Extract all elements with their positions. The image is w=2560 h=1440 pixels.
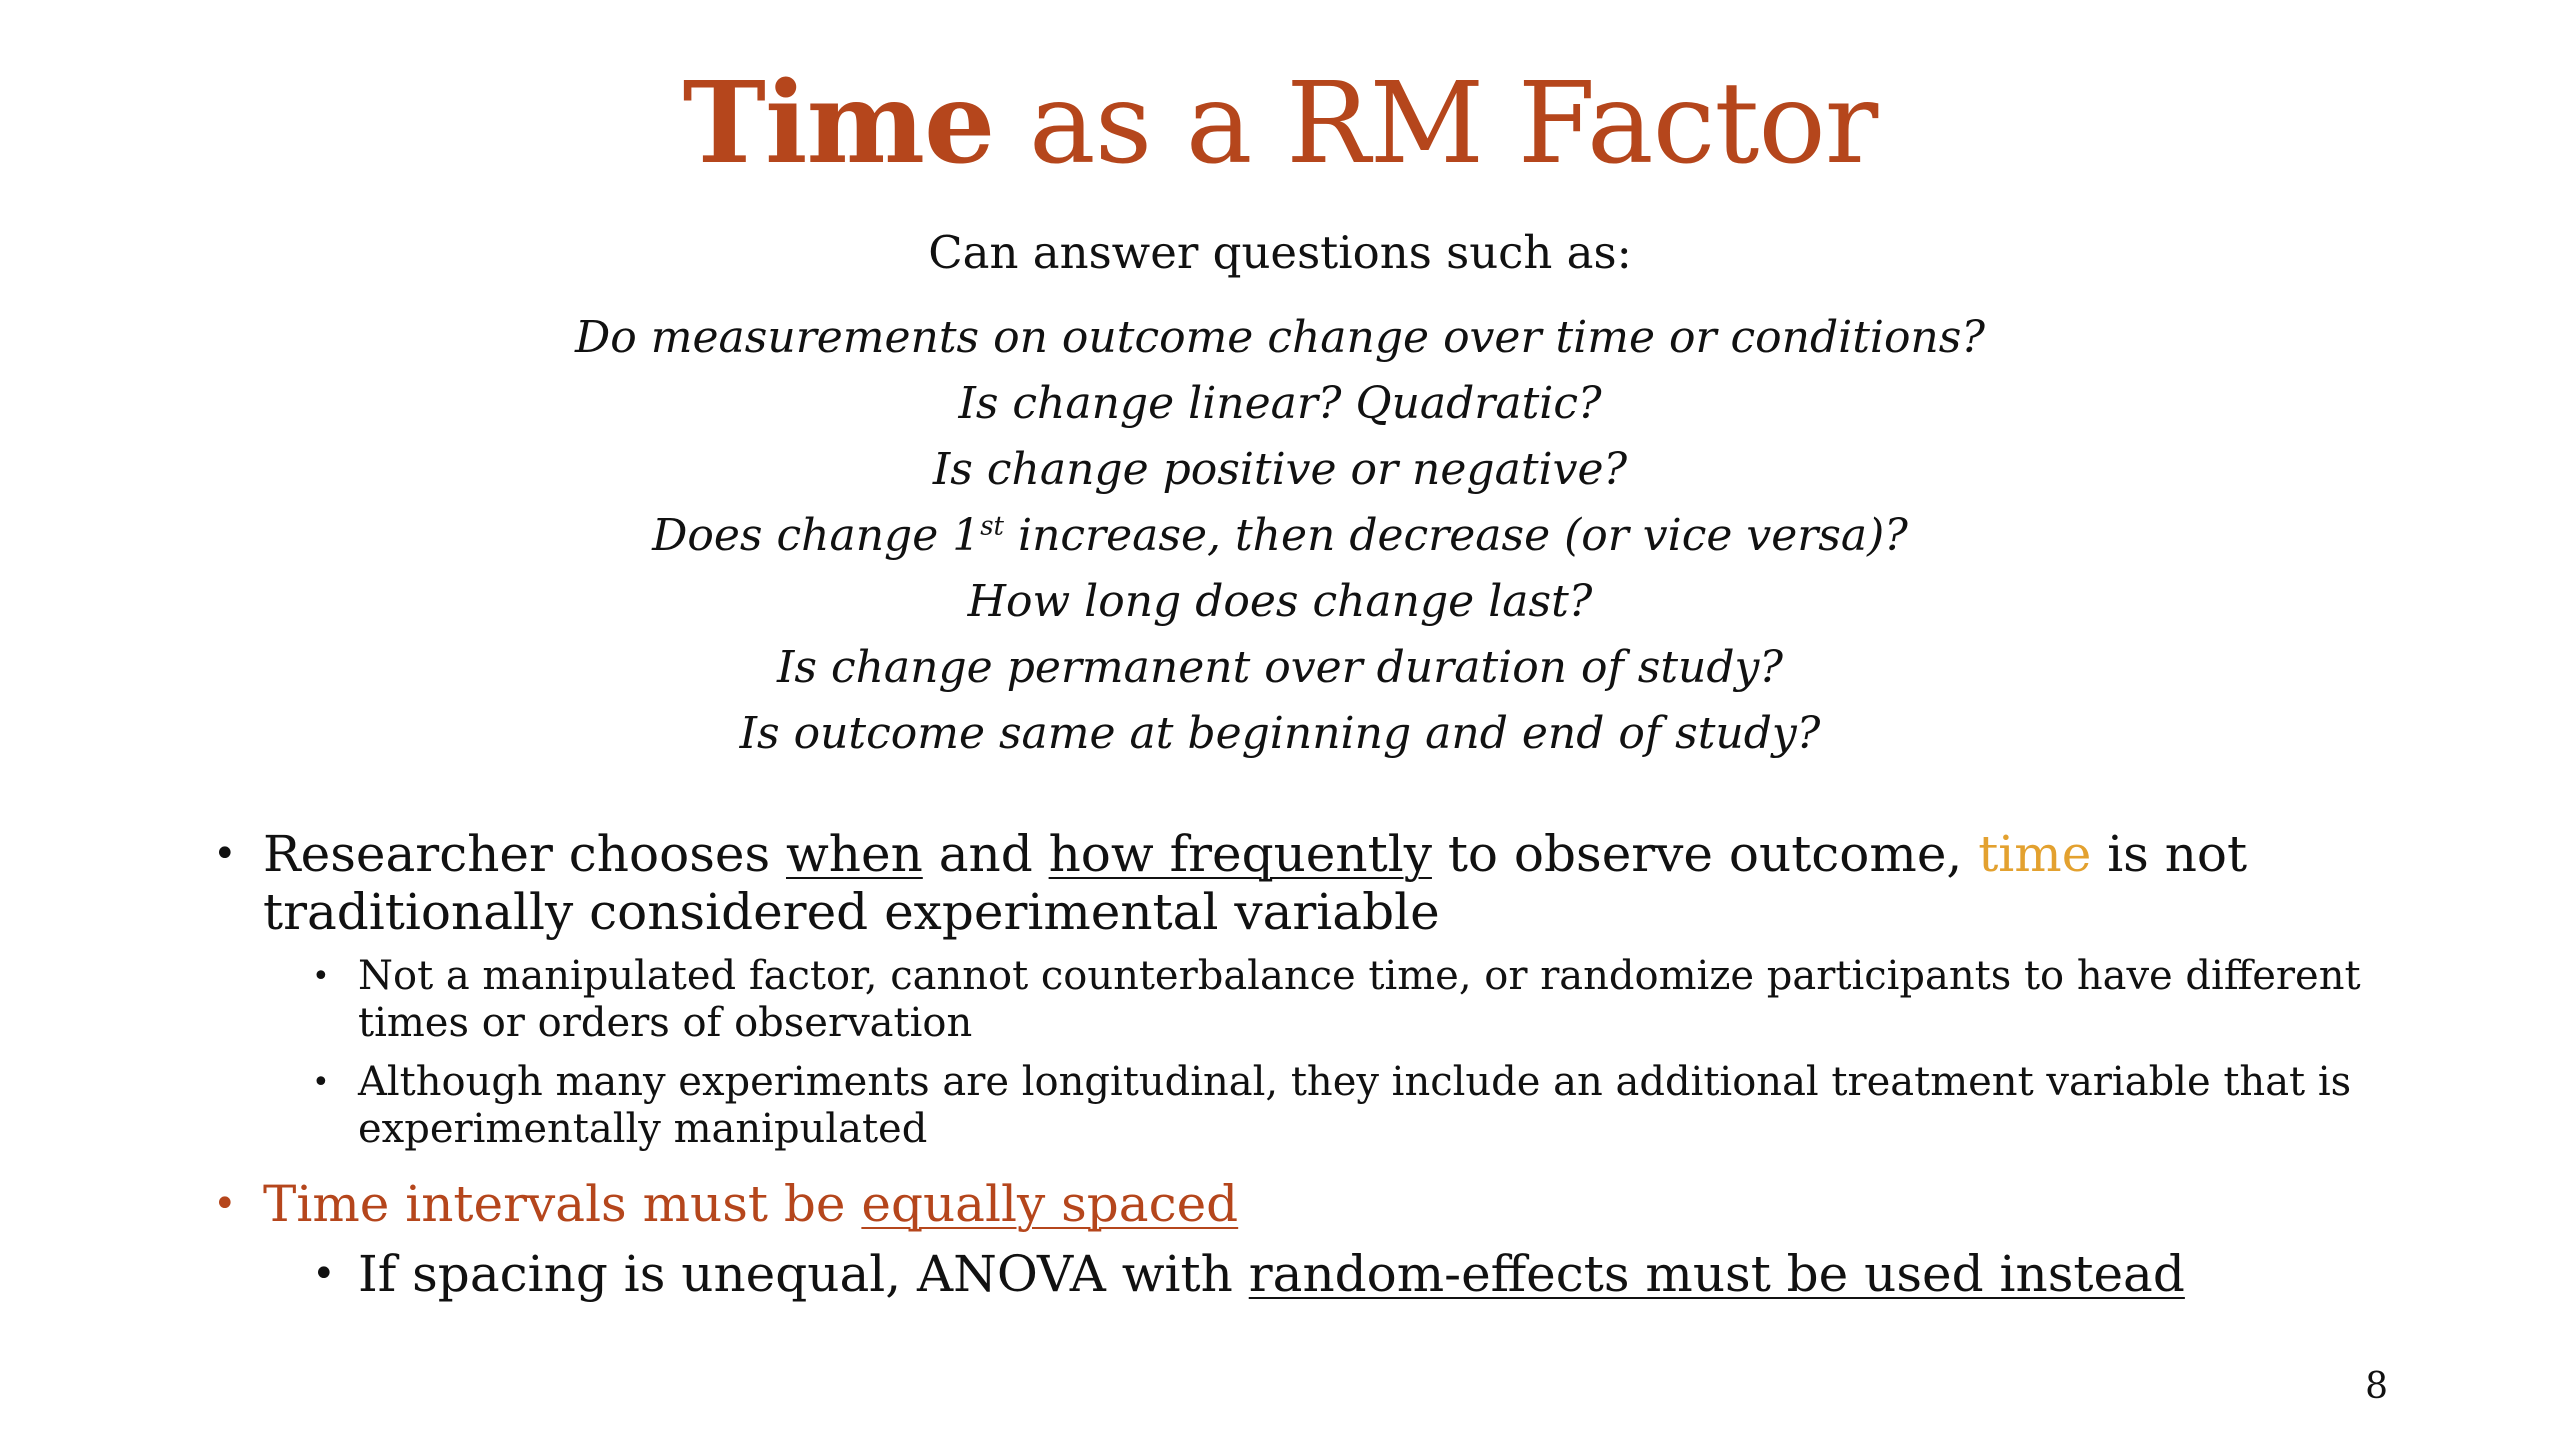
bullet-text: Time intervals must be — [263, 1175, 862, 1233]
bullet-dot-icon: • — [213, 1181, 237, 1227]
title-rest: as a RM Factor — [994, 59, 1878, 189]
sub-bullet-not-manipulated — [205, 953, 2405, 1047]
underlined-text: random-effects must be used instead — [1248, 1245, 2185, 1303]
bullet-equally-spaced — [205, 1175, 2405, 1233]
bullet-text: is not traditionally considered experimental variable — [263, 825, 2248, 941]
highlighted-word: time — [1978, 825, 2092, 883]
sub-bullet-text: If spacing is unequal, ANOVA with — [358, 1245, 1249, 1303]
bullet-dot-icon: • — [312, 1065, 330, 1100]
question-item: How long does change last? — [967, 576, 1593, 627]
question-item: Do measurements on outcome change over time or conditions? — [575, 312, 1985, 363]
question-item: Is change permanent over duration of study? — [777, 642, 1783, 693]
bullet-text: Researcher chooses — [263, 825, 786, 883]
bullet-text: and — [922, 825, 1049, 883]
question-item: Is change positive or negative? — [932, 444, 1628, 495]
question-text: Does change 1 — [652, 510, 981, 561]
bullet-text: to observe outcome, — [1431, 825, 1979, 883]
question-item: Is change linear? Quadratic? — [958, 378, 1602, 429]
superscript: st — [980, 511, 1005, 542]
page-number: 8 — [2365, 1366, 2388, 1407]
subtitle: Can answer questions such as: — [928, 226, 1632, 279]
sub-bullet-text: Not a manipulated factor, cannot counterbalance time, or randomize participants to have different times or orders of observation — [358, 953, 2361, 1046]
title-bold-word: Time — [682, 58, 995, 189]
question-item — [0, 503, 2560, 569]
bullet-dot-icon: • — [213, 831, 237, 877]
question-text: increase, then decrease (or vice versa)? — [1004, 510, 1908, 561]
underlined-text: equally spaced — [861, 1175, 1239, 1233]
sub-bullet-longitudinal — [205, 1059, 2405, 1153]
question-list — [0, 305, 2560, 767]
bullet-dot-icon: • — [312, 1251, 336, 1297]
bullet-dot-icon: • — [312, 959, 330, 994]
question-item: Is outcome same at beginning and end of study? — [739, 708, 1821, 759]
sub-bullet-unequal-spacing — [205, 1245, 2405, 1303]
bullet-list — [205, 825, 2405, 1303]
sub-bullet-text: Although many experiments are longitudinal, they include an additional treatment variable that is experimentally manipulated — [358, 1059, 2352, 1152]
slide-title — [0, 58, 2560, 189]
underlined-text: how frequently — [1048, 825, 1432, 883]
underlined-text: when — [786, 825, 923, 883]
bullet-researcher-chooses — [205, 825, 2405, 941]
